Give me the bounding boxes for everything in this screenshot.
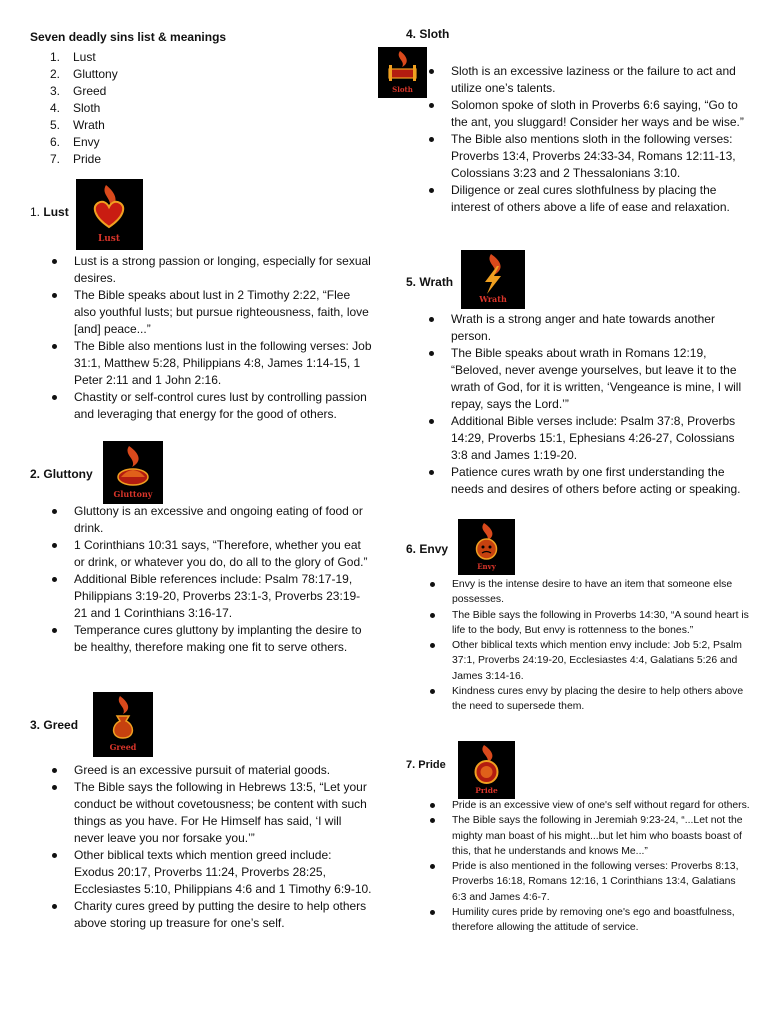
list-item: 3. Greed: [50, 84, 107, 98]
list-item: The Bible says the following in Proverbs 14:30, “A sound heart is life to the body, But envy is rottenness to the bones.”: [430, 608, 750, 639]
greed-bullets: [52, 762, 372, 932]
list-item: 4. Sloth: [50, 101, 101, 115]
list-item: Charity cures greed by putting the desire to help others above storing up treasure for one’s self.: [52, 898, 372, 932]
list-item: Patience cures wrath by one first understanding the needs and desires of others before acting or speaking.: [429, 464, 749, 498]
list-item: 2. Gluttony: [50, 67, 118, 81]
list-item: Temperance cures gluttony by implanting the desire to be healthy, therefore making one fit to serve others.: [52, 622, 372, 656]
face-flame-icon: [458, 519, 515, 575]
icon-label: Greed: [109, 742, 137, 752]
list-item: Envy is the intense desire to have an item that someone else possesses.: [430, 577, 750, 608]
list-item: Additional Bible verses include: Psalm 37:8, Proverbs 14:29, Proverbs 15:1, Ephesians 4:26-27, Colossians 3:8 and James 1:19-20.: [429, 413, 749, 464]
list-item: The Bible says the following in Jeremiah 9:23-24, “...Let not the mighty man boast of his might...but let him who boasts boast of this, that he understands and knows Me...”: [430, 813, 750, 859]
list-item: Sloth is an excessive laziness or the failure to act and utilize one’s talents.: [429, 63, 749, 97]
list-item: Pride is also mentioned in the following verses: Proverbs 8:13, Proverbs 16:18, Romans 12:16, 1 Corinthians 13:4, Galatians 6:3 and James 4:6-7.: [430, 859, 750, 905]
bed-flame-icon: [378, 47, 427, 98]
list-item: The Bible also mentions sloth in the following verses: Proverbs 13:4, Proverbs 24:33-34, Romans 12:11-13, Colossians 3:23 and 2 Thessalonians 3:10.: [429, 131, 749, 182]
list-item: Kindness cures envy by placing the desire to help others above the need to supersede them.: [430, 684, 750, 715]
pride-bullets: [430, 798, 750, 936]
section-heading-gluttony: 2. Gluttony: [30, 467, 93, 481]
list-item: Humility cures pride by removing one's ego and boastfulness, therefore allowing the attitude of service.: [430, 905, 750, 936]
icon-label: Lust: [97, 234, 121, 244]
gluttony-bullets: [52, 503, 372, 656]
icon-label: Gluttony: [113, 489, 153, 499]
list-item: Pride is an excessive view of one's self without regard for others.: [430, 798, 750, 813]
list-item: Diligence or zeal cures slothfulness by placing the interest of others above a life of ease and relaxation.: [429, 182, 749, 216]
list-item: Other biblical texts which mention greed include: Exodus 20:17, Proverbs 11:24, Proverbs 28:25, Ecclesiastes 5:10, Philippians 4:6 and 1 Timothy 6:9-10.: [52, 847, 372, 898]
page-title: Seven deadly sins list & meanings: [30, 30, 227, 44]
heart-flame-icon: [76, 179, 143, 250]
list-item: 5. Wrath: [50, 118, 105, 132]
section-heading-sloth: 4. Sloth: [406, 27, 450, 41]
icon-label: Envy: [477, 562, 496, 571]
list-item: Gluttony is an excessive and ongoing eating of food or drink.: [52, 503, 372, 537]
list-item: Chastity or self-control cures lust by controlling passion and leveraging that energy for the good of others.: [52, 389, 372, 423]
icon-label: Sloth: [392, 85, 413, 94]
list-item: 7. Pride: [50, 152, 102, 166]
section-heading-wrath: 5. Wrath: [406, 275, 454, 289]
lightning-flame-icon: [461, 250, 525, 309]
lust-bullets: [52, 253, 372, 423]
list-item: Wrath is a strong anger and hate towards another person.: [429, 311, 749, 345]
list-item: The Bible says the following in Hebrews 13:5, “Let your conduct be without covetousness; be content with such things as you have. For He Himself has said, ‘I will never leave you nor forsake you.’”: [52, 779, 372, 847]
list-item: 1. Lust: [50, 50, 96, 64]
list-item: 1 Corinthians 10:31 says, “Therefore, whether you eat or drink, or whatever you do, do all to the glory of God.”: [52, 537, 372, 571]
lion-flame-icon: [458, 741, 515, 799]
section-heading-envy: 6. Envy: [406, 542, 449, 556]
list-item: Solomon spoke of sloth in Proverbs 6:6 saying, “Go to the ant, you sluggard! Consider her ways and be wise.”: [429, 97, 749, 131]
sloth-bullets: [429, 63, 749, 216]
food-flame-icon: [103, 441, 163, 504]
section-heading-lust: 1. Lust: [30, 205, 69, 219]
list-item: The Bible speaks about wrath in Romans 12:19, “Beloved, never avenge yourselves, but leave it to the wrath of God, for it is written, ‘Vengeance is mine, I will repay, says the Lord.’”: [429, 345, 749, 413]
section-heading-greed: 3. Greed: [30, 718, 79, 732]
icon-label: Wrath: [479, 294, 507, 304]
list-item: The Bible also mentions lust in the following verses: Job 31:1, Matthew 5:28, Philippians 4:8, James 1:14-15, 1 Peter 2:11 and 1 John 2:16.: [52, 338, 372, 389]
list-item: Lust is a strong passion or longing, especially for sexual desires.: [52, 253, 372, 287]
list-item: Greed is an excessive pursuit of material goods.: [52, 762, 372, 779]
icon-label: Pride: [475, 786, 498, 795]
sins-list: [50, 49, 118, 168]
list-item: Additional Bible references include: Psalm 78:17-19, Philippians 3:19-20, Proverbs 23:1-3, Proverbs 23:19-21 and 1 Corinthians 3:16-17.: [52, 571, 372, 622]
list-item: Other biblical texts which mention envy include: Job 5:2, Psalm 37:1, Proverbs 24:19-20, Ecclesiastes 4:4, Galatians 5:26 and James 3:14-16.: [430, 638, 750, 684]
list-item: The Bible speaks about lust in 2 Timothy 2:22, “Flee also youthful lusts; but pursue righteousness, faith, love [and] peace...”: [52, 287, 372, 338]
envy-bullets: [430, 577, 750, 715]
section-heading-pride: 7. Pride: [406, 759, 446, 771]
money-bag-flame-icon: [93, 692, 153, 757]
list-item: 6. Envy: [50, 135, 100, 149]
wrath-bullets: [429, 311, 749, 498]
